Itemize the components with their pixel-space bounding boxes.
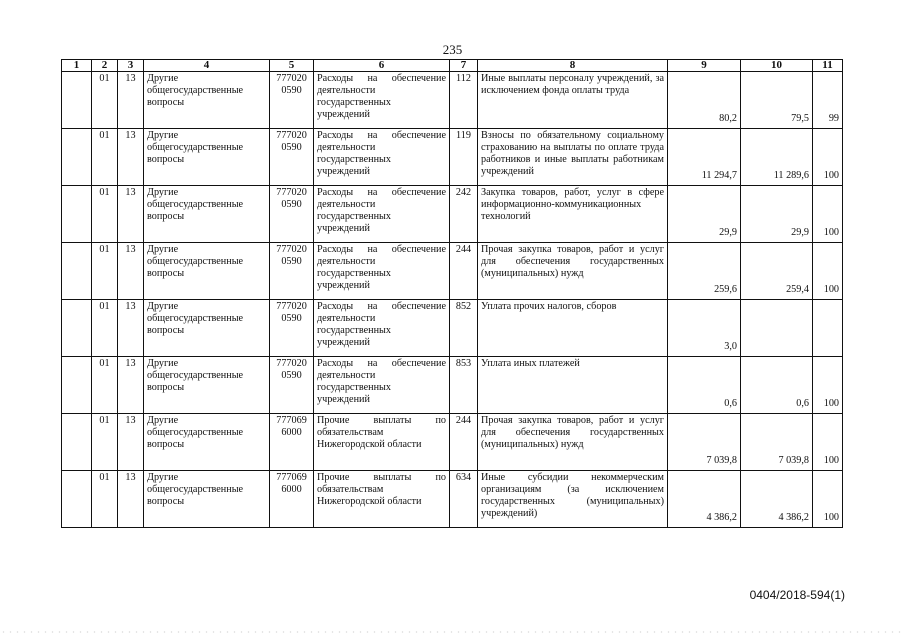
cell-expense-name: Закупка товаров, работ, услуг в сфере информационно-коммуникационных технологий xyxy=(478,186,668,243)
cell-plan-amount: 7 039,8 xyxy=(668,414,741,471)
cell-section-name: Другие общегосударственные вопросы xyxy=(144,357,270,414)
cell-expense-type: 634 xyxy=(450,471,478,528)
cell-target-article: 777069 6000 xyxy=(270,414,314,471)
cell-plan-amount: 80,2 xyxy=(668,72,741,129)
column-header: 3 xyxy=(118,60,144,72)
cell-article-name: Прочие выплаты по обязательствам Нижегородской области xyxy=(314,471,450,528)
cell-section-name: Другие общегосударственные вопросы xyxy=(144,471,270,528)
cell-plan-amount: 11 294,7 xyxy=(668,129,741,186)
table-header-row xyxy=(62,60,843,72)
cell-section-name: Другие общегосударственные вопросы xyxy=(144,72,270,129)
cell-expense-name: Прочая закупка товаров, работ и услуг для обеспечения государственных (муниципальных) нужд xyxy=(478,414,668,471)
table-row xyxy=(62,357,843,414)
cell-plan-amount: 259,6 xyxy=(668,243,741,300)
cell-target-article: 777020 0590 xyxy=(270,72,314,129)
cell-section: 01 xyxy=(92,243,118,300)
cell-number xyxy=(62,72,92,129)
column-header: 11 xyxy=(813,60,843,72)
cell-number xyxy=(62,129,92,186)
cell-actual-amount: 259,4 xyxy=(741,243,813,300)
table-row xyxy=(62,471,843,528)
cell-expense-name: Взносы по обязательному социальному страхованию на выплаты по оплате труда работников и иные выплаты работникам учреждений xyxy=(478,129,668,186)
cell-target-article: 777020 0590 xyxy=(270,357,314,414)
cell-section: 01 xyxy=(92,72,118,129)
cell-target-article: 777020 0590 xyxy=(270,186,314,243)
cell-number xyxy=(62,300,92,357)
cell-plan-amount: 29,9 xyxy=(668,186,741,243)
cell-expense-type: 853 xyxy=(450,357,478,414)
cell-target-article: 777069 6000 xyxy=(270,471,314,528)
cell-article-name: Расходы на обеспечение деятельности государственных учреждений xyxy=(314,300,450,357)
cell-target-article: 777020 0590 xyxy=(270,300,314,357)
cell-percent: 100 xyxy=(813,414,843,471)
table-row xyxy=(62,243,843,300)
column-header: 4 xyxy=(144,60,270,72)
cell-actual-amount: 29,9 xyxy=(741,186,813,243)
cell-target-article: 777020 0590 xyxy=(270,243,314,300)
column-header: 5 xyxy=(270,60,314,72)
cell-subsection: 13 xyxy=(118,129,144,186)
cell-actual-amount: 79,5 xyxy=(741,72,813,129)
page-number: 235 xyxy=(442,42,463,57)
cell-subsection: 13 xyxy=(118,72,144,129)
column-header: 9 xyxy=(668,60,741,72)
cell-actual-amount: 11 289,6 xyxy=(741,129,813,186)
table-row xyxy=(62,414,843,471)
cell-number xyxy=(62,186,92,243)
column-header: 8 xyxy=(478,60,668,72)
cell-subsection: 13 xyxy=(118,357,144,414)
table-row xyxy=(62,129,843,186)
cell-actual-amount xyxy=(741,300,813,357)
cell-section-name: Другие общегосударственные вопросы xyxy=(144,243,270,300)
table-body xyxy=(62,72,843,528)
cell-plan-amount: 4 386,2 xyxy=(668,471,741,528)
budget-table xyxy=(61,59,843,528)
cell-actual-amount: 0,6 xyxy=(741,357,813,414)
cell-expense-type: 242 xyxy=(450,186,478,243)
cell-section-name: Другие общегосударственные вопросы xyxy=(144,129,270,186)
cell-section-name: Другие общегосударственные вопросы xyxy=(144,300,270,357)
cell-number xyxy=(62,414,92,471)
cell-section: 01 xyxy=(92,300,118,357)
table-row xyxy=(62,300,843,357)
cell-percent: 100 xyxy=(813,129,843,186)
cell-number xyxy=(62,243,92,300)
cell-percent: 100 xyxy=(813,471,843,528)
column-header: 6 xyxy=(314,60,450,72)
cell-article-name: Прочие выплаты по обязательствам Нижегородской области xyxy=(314,414,450,471)
cell-percent: 100 xyxy=(813,243,843,300)
cell-plan-amount: 3,0 xyxy=(668,300,741,357)
cell-expense-type: 244 xyxy=(450,243,478,300)
column-header: 2 xyxy=(92,60,118,72)
document-code: 0404/2018-594(1) xyxy=(749,588,845,602)
cell-expense-name: Уплата прочих налогов, сборов xyxy=(478,300,668,357)
cell-article-name: Расходы на обеспечение деятельности государственных учреждений xyxy=(314,72,450,129)
cell-expense-name: Прочая закупка товаров, работ и услуг для обеспечения государственных (муниципальных) нужд xyxy=(478,243,668,300)
cell-section: 01 xyxy=(92,357,118,414)
cell-expense-name: Уплата иных платежей xyxy=(478,357,668,414)
scan-artifact-dots xyxy=(0,629,905,635)
cell-section: 01 xyxy=(92,129,118,186)
cell-plan-amount: 0,6 xyxy=(668,357,741,414)
cell-expense-type: 244 xyxy=(450,414,478,471)
cell-number xyxy=(62,471,92,528)
cell-subsection: 13 xyxy=(118,414,144,471)
cell-actual-amount: 4 386,2 xyxy=(741,471,813,528)
cell-percent: 99 xyxy=(813,72,843,129)
column-header: 1 xyxy=(62,60,92,72)
cell-expense-name: Иные субсидии некоммерческим организациям (за исключением государственных (муниципальных) учреждений) xyxy=(478,471,668,528)
cell-section-name: Другие общегосударственные вопросы xyxy=(144,414,270,471)
cell-article-name: Расходы на обеспечение деятельности государственных учреждений xyxy=(314,129,450,186)
cell-expense-type: 119 xyxy=(450,129,478,186)
cell-section: 01 xyxy=(92,186,118,243)
column-header: 10 xyxy=(741,60,813,72)
cell-article-name: Расходы на обеспечение деятельности государственных учреждений xyxy=(314,186,450,243)
cell-percent: 100 xyxy=(813,357,843,414)
cell-actual-amount: 7 039,8 xyxy=(741,414,813,471)
cell-expense-type: 852 xyxy=(450,300,478,357)
cell-target-article: 777020 0590 xyxy=(270,129,314,186)
cell-subsection: 13 xyxy=(118,471,144,528)
cell-section-name: Другие общегосударственные вопросы xyxy=(144,186,270,243)
cell-number xyxy=(62,357,92,414)
column-header: 7 xyxy=(450,60,478,72)
cell-section: 01 xyxy=(92,471,118,528)
cell-article-name: Расходы на обеспечение деятельности государственных учреждений xyxy=(314,243,450,300)
table-row xyxy=(62,186,843,243)
cell-section: 01 xyxy=(92,414,118,471)
table-row xyxy=(62,72,843,129)
cell-expense-name: Иные выплаты персоналу учреждений, за исключением фонда оплаты труда xyxy=(478,72,668,129)
cell-article-name: Расходы на обеспечение деятельности государственных учреждений xyxy=(314,357,450,414)
cell-percent xyxy=(813,300,843,357)
cell-percent: 100 xyxy=(813,186,843,243)
cell-subsection: 13 xyxy=(118,186,144,243)
cell-expense-type: 112 xyxy=(450,72,478,129)
cell-subsection: 13 xyxy=(118,243,144,300)
cell-subsection: 13 xyxy=(118,300,144,357)
